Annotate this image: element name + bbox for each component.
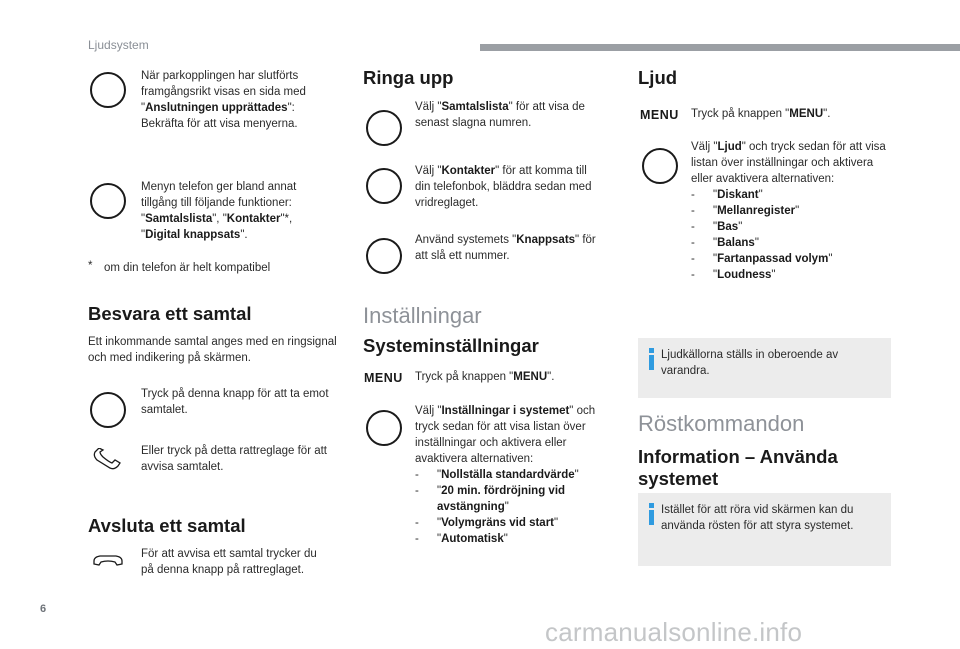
system-settings-heading: Systeminställningar (363, 335, 539, 356)
phone-menu-paragraph: Menyn telefon ger bland annat tillgång till följande funktioner: "Samtalslista", "Kontakter"*, "Digital knappsats". (141, 181, 297, 241)
answer-call-intro: Ett inkommande samtal anges med en ringsignal och med indikering på skärmen. (88, 336, 337, 364)
end-call-paragraph: För att avvisa ett samtal trycker du på denna knapp på rattreglaget. (141, 548, 317, 576)
list-item: - "20 min. fördröjning vid avstängning" (415, 483, 610, 515)
info-text: Istället för att röra vid skärmen kan du använda rösten för att styra systemet. (661, 504, 854, 532)
system-settings-paragraph: Välj "Inställningar i systemet" och tryck sedan för att visa listan över inställningar och aktivera eller avaktivera alternativen: - "Nollställa standardvärde" - "20 min. fördröjning vid avstängning" - "Volymgräns vid start" - "Automatisk" (415, 403, 610, 547)
list-item: - "Mellanregister" (691, 203, 891, 219)
info-text: Ljudkällorna ställs in oberoende av varandra. (661, 349, 839, 377)
press-menu-paragraph: Tryck på knappen "MENU". (691, 108, 831, 120)
info-box (638, 493, 891, 566)
info-box (638, 338, 891, 398)
end-call-heading: Avsluta ett samtal (88, 515, 246, 536)
keypad-paragraph: Använd systemets "Knappsats" för att slå ett nummer. (415, 234, 596, 262)
pairing-paragraph: När parkopplingen har slutförts framgångsrikt visas en sida med "Anslutningen upprättades": Bekräfta för att visa menyerna. (141, 70, 306, 130)
menu-button-icon: MENU (364, 371, 403, 385)
rotary-knob-icon (366, 238, 402, 274)
info-icon (648, 503, 655, 525)
list-item: - "Fartanpassad volym" (691, 251, 891, 267)
footnote-mark: * (88, 260, 93, 272)
list-item: - "Bas" (691, 219, 891, 235)
voice-info-heading: Information – Använda systemet (638, 446, 838, 489)
sound-settings-paragraph: Välj "Ljud" och tryck sedan för att visa listan över inställningar och aktivera eller avaktivera alternativen: - "Diskant" - "Mellanregister" - "Bas" - "Balans" - "Fartanpassad volym" - "Loudness" (691, 139, 891, 283)
rotary-knob-icon (366, 168, 402, 204)
call-heading: Ringa upp (363, 67, 454, 88)
voice-commands-heading: Röstkommandon (638, 411, 805, 436)
answer-paragraph: Tryck på denna knapp för att ta emot samtalet. (141, 388, 329, 416)
header-bar (480, 44, 960, 51)
phone-handset-icon (92, 448, 124, 470)
list-item: - "Volymgräns vid start" (415, 515, 610, 531)
info-icon (648, 348, 655, 370)
contacts-paragraph: Välj "Kontakter" för att komma till din telefonbok, bläddra sedan med vridreglaget. (415, 165, 592, 209)
rotary-knob-icon (366, 110, 402, 146)
rotary-knob-icon (90, 72, 126, 108)
rotary-knob-icon (90, 183, 126, 219)
rotary-knob-icon (642, 148, 678, 184)
page-number: 6 (40, 603, 47, 615)
list-item: - "Loudness" (691, 267, 891, 283)
list-item: - "Automatisk" (415, 531, 610, 547)
sound-settings-list (691, 187, 891, 283)
call-list-paragraph: Välj "Samtalslista" för att visa de senast slagna numren. (415, 101, 585, 129)
watermark: carmanualsonline.info (545, 617, 803, 647)
list-item: - "Nollställa standardvärde" (415, 467, 610, 483)
phone-handset-icon (92, 551, 124, 573)
list-item: - "Balans" (691, 235, 891, 251)
sound-heading: Ljud (638, 67, 678, 88)
rotary-knob-icon (90, 392, 126, 428)
reject-paragraph: Eller tryck på detta rattreglage för att avvisa samtalet. (141, 445, 328, 473)
answer-call-heading: Besvara ett samtal (88, 303, 252, 324)
list-item: - "Diskant" (691, 187, 891, 203)
footnote: om din telefon är helt kompatibel (104, 262, 271, 274)
settings-heading: Inställningar (363, 303, 482, 328)
system-settings-list (415, 467, 610, 547)
press-menu-paragraph: Tryck på knappen "MENU". (415, 371, 555, 383)
menu-button-icon: MENU (640, 108, 679, 122)
rotary-knob-icon (366, 410, 402, 446)
running-header: Ljudsystem (88, 38, 149, 52)
